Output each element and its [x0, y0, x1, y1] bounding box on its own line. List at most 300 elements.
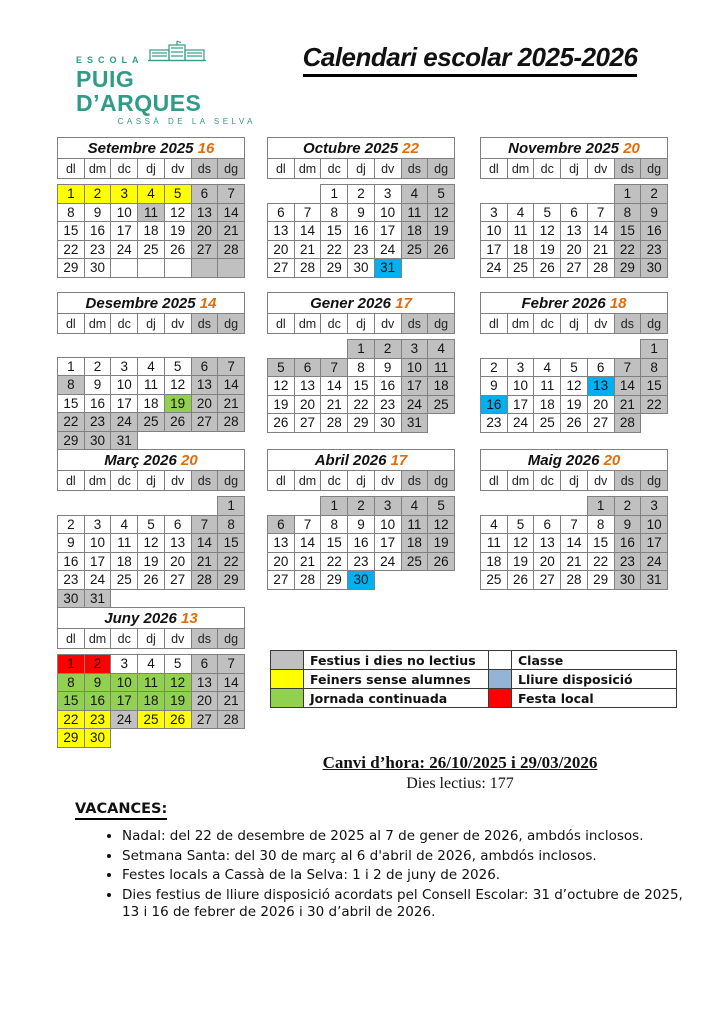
day-cell-classe: 25: [138, 240, 165, 259]
day-header-dm: dm: [507, 314, 534, 334]
day-cell-classe: 22: [587, 552, 614, 571]
day-cell-classe: 29: [587, 571, 614, 590]
day-header-dg: dg: [218, 314, 245, 334]
day-cell-classe: 23: [348, 552, 375, 571]
day-cell-empty: [321, 340, 348, 359]
day-cell-festiu: 11: [401, 515, 428, 534]
day-cell-festiu: 14: [614, 377, 641, 396]
day-cell-festiu: 8: [614, 203, 641, 222]
day-cell-festiu: 31: [401, 414, 428, 433]
day-cell-classe: 6: [561, 203, 588, 222]
day-header-dl: dl: [481, 159, 508, 179]
day-header-dg: dg: [218, 471, 245, 491]
vacances-heading: VACANCES:: [75, 801, 167, 817]
day-header-dv: dv: [587, 159, 614, 179]
day-cell-festiu: 26: [428, 552, 455, 571]
day-cell-festiu: 24: [111, 710, 138, 729]
day-cell-festiu: 21: [218, 222, 245, 241]
day-cell-classe: 11: [481, 534, 508, 553]
legend-label-festiu: Festius i dies no lectius: [304, 651, 489, 670]
legend-table: [270, 650, 677, 708]
day-cell-classe: 23: [481, 414, 508, 433]
day-cell-empty: [614, 340, 641, 359]
day-cell-classe: 20: [268, 552, 295, 571]
day-cell-festiu: 17: [641, 534, 668, 553]
day-cell-festiu: 30: [614, 571, 641, 590]
day-cell-classe: 17: [374, 534, 401, 553]
day-cell-classe: 3: [111, 655, 138, 674]
day-cell-jornada-continuada: 15: [58, 692, 85, 711]
month-lective-count: 17: [390, 451, 408, 469]
day-header-dc: dc: [321, 159, 348, 179]
day-cell-classe: 16: [84, 222, 111, 241]
day-header-dl: dl: [58, 629, 85, 649]
day-cell-classe: 3: [111, 357, 138, 376]
day-cell-festiu: 25: [428, 395, 455, 414]
day-cell-festiu: 26: [428, 240, 455, 259]
day-cell-festiu: 27: [191, 413, 218, 432]
day-cell-classe: 17: [481, 240, 508, 259]
day-cell-classe: 27: [534, 571, 561, 590]
day-cell-festiu: 25: [401, 240, 428, 259]
day-header-dv: dv: [164, 314, 191, 334]
day-cell-jornada-continuada: 18: [138, 692, 165, 711]
day-header-dl: dl: [58, 314, 85, 334]
day-cell-festiu: 18: [401, 222, 428, 241]
day-cell-festiu: 5: [428, 497, 455, 516]
day-cell-classe: 2: [84, 357, 111, 376]
day-cell-festiu: 28: [218, 413, 245, 432]
month-lective-count: 22: [402, 139, 419, 157]
day-cell-classe: 19: [164, 222, 191, 241]
day-cell-classe: 25: [111, 571, 138, 590]
day-cell-empty: [294, 497, 321, 516]
day-cell-festiu: 29: [614, 259, 641, 278]
logo-place-text: CASSÀ DE LA SELVA: [117, 117, 256, 127]
day-header-dv: dv: [587, 314, 614, 334]
day-cell-festiu: 27: [191, 710, 218, 729]
day-cell-empty: [268, 185, 295, 204]
day-cell-classe: 9: [84, 376, 111, 395]
day-header-dg: dg: [428, 471, 455, 491]
month-maig-2026: [480, 449, 668, 590]
day-cell-empty: [481, 497, 508, 516]
day-cell-classe: 17: [111, 222, 138, 241]
day-cell-festiu: 9: [641, 203, 668, 222]
day-cell-festiu: 25: [138, 413, 165, 432]
day-cell-classe: 7: [294, 515, 321, 534]
day-cell-classe: 6: [164, 515, 191, 534]
day-cell-festiu: 7: [218, 185, 245, 204]
day-cell-classe: 23: [348, 240, 375, 259]
day-cell-festiu: 8: [641, 358, 668, 377]
day-cell-festiu: 6: [191, 185, 218, 204]
day-cell-classe: 19: [561, 395, 588, 414]
day-cell-feiner-sense-alumnes: 1: [58, 185, 85, 204]
day-cell-festiu: 28: [218, 710, 245, 729]
day-cell-empty: [111, 729, 138, 748]
day-cell-lliure-disposicio: 16: [481, 395, 508, 414]
day-cell-festiu: 31: [111, 431, 138, 450]
day-cell-festiu: 19: [428, 534, 455, 553]
day-cell-feiner-sense-alumnes: 30: [84, 729, 111, 748]
day-header-dm: dm: [84, 629, 111, 649]
day-cell-classe: 5: [164, 357, 191, 376]
day-cell-classe: 28: [587, 259, 614, 278]
day-cell-classe: 18: [138, 394, 165, 413]
month-lective-count: 16: [197, 139, 215, 157]
day-header-dc: dc: [111, 159, 138, 179]
day-cell-empty: [164, 339, 191, 357]
day-cell-classe: 18: [507, 240, 534, 259]
day-cell-classe: 23: [374, 395, 401, 414]
day-cell-festiu: 21: [218, 394, 245, 413]
day-cell-classe: 22: [58, 240, 85, 259]
day-header-dl: dl: [58, 159, 85, 179]
day-cell-classe: 12: [561, 377, 588, 396]
day-cell-empty: [507, 497, 534, 516]
month-title: Setembre 2025 16: [58, 138, 245, 159]
day-cell-empty: [561, 340, 588, 359]
day-cell-classe: 29: [321, 259, 348, 278]
legend-label-classe: Classe: [512, 651, 677, 670]
dies-lectius-line: Dies lectius: 177: [406, 775, 514, 792]
legend-row: [271, 651, 677, 670]
day-cell-festiu: 23: [84, 413, 111, 432]
day-cell-empty: [218, 339, 245, 357]
day-cell-festiu: 12: [428, 203, 455, 222]
day-cell-classe: 17: [374, 222, 401, 241]
day-cell-classe: 13: [534, 534, 561, 553]
day-header-dv: dv: [164, 159, 191, 179]
day-cell-festiu: 1: [641, 340, 668, 359]
month-lective-count: 20: [181, 451, 198, 469]
document-title: Calendari escolar 2025-2026: [268, 42, 672, 77]
day-cell-classe: 12: [268, 377, 295, 396]
day-cell-classe: 12: [164, 203, 191, 222]
day-cell-classe: 9: [481, 377, 508, 396]
day-cell-classe: 6: [587, 358, 614, 377]
day-cell-jornada-continuada: 19: [164, 394, 191, 413]
legend-label-lliure: Lliure disposició: [512, 670, 677, 689]
day-cell-festiu: 1: [321, 497, 348, 516]
day-cell-classe: 22: [321, 240, 348, 259]
day-cell-festiu: 28: [218, 240, 245, 259]
day-cell-festiu: 29: [218, 571, 245, 590]
day-cell-classe: 17: [84, 552, 111, 571]
day-cell-festiu: 20: [191, 692, 218, 711]
day-header-ds: ds: [614, 159, 641, 179]
day-cell-classe: 30: [374, 414, 401, 433]
day-cell-empty: [507, 340, 534, 359]
day-cell-empty: [164, 589, 191, 608]
day-cell-classe: 2: [481, 358, 508, 377]
day-cell-festiu: 3: [374, 497, 401, 516]
day-cell-classe: 13: [268, 222, 295, 241]
day-cell-classe: 19: [138, 552, 165, 571]
day-cell-classe: 5: [507, 515, 534, 534]
day-cell-festiu: 13: [191, 203, 218, 222]
day-cell-classe: 19: [507, 552, 534, 571]
day-header-dc: dc: [534, 471, 561, 491]
day-cell-classe: 11: [138, 376, 165, 395]
day-cell-classe: 3: [481, 203, 508, 222]
day-cell-festiu: 15: [641, 377, 668, 396]
day-cell-classe: 9: [348, 515, 375, 534]
day-cell-festiu: 24: [401, 395, 428, 414]
day-header-dm: dm: [84, 471, 111, 491]
school-building-icon: [148, 40, 206, 67]
day-cell-empty: [534, 340, 561, 359]
day-header-ds: ds: [401, 471, 428, 491]
day-cell-classe: 27: [294, 414, 321, 433]
day-cell-festiu: 21: [614, 395, 641, 414]
day-cell-lliure-disposicio: 30: [348, 571, 375, 590]
day-cell-festiu: 7: [614, 358, 641, 377]
day-cell-festiu: 27: [191, 240, 218, 259]
day-header-ds: ds: [191, 159, 218, 179]
legend-swatch-festa: [489, 689, 512, 708]
legend-swatch-jornada: [271, 689, 304, 708]
day-cell-classe: 28: [321, 414, 348, 433]
day-cell-festiu: 30: [641, 259, 668, 278]
month-febrer-2026: [480, 292, 668, 433]
month-title: Octubre 2025 22: [268, 138, 455, 159]
day-cell-classe: 24: [507, 414, 534, 433]
canvi-hora-line: Canvi d’hora: 26/10/2025 i 29/03/2026: [322, 753, 598, 772]
day-cell-classe: 10: [374, 515, 401, 534]
day-cell-classe: 25: [481, 571, 508, 590]
day-cell-classe: 23: [58, 571, 85, 590]
day-header-dj: dj: [348, 471, 375, 491]
day-cell-classe: 11: [111, 534, 138, 553]
day-header-dm: dm: [84, 159, 111, 179]
day-cell-classe: 18: [481, 552, 508, 571]
day-cell-empty: [481, 185, 508, 204]
day-header-dg: dg: [218, 159, 245, 179]
legend-label-festa: Festa local: [512, 689, 677, 708]
day-cell-classe: 26: [534, 259, 561, 278]
month-title: Maig 2026 20: [481, 450, 668, 471]
day-header-ds: ds: [191, 471, 218, 491]
day-cell-classe: 3: [374, 185, 401, 204]
day-header-dj: dj: [561, 471, 588, 491]
day-cell-classe: 10: [481, 222, 508, 241]
day-cell-classe: 15: [58, 222, 85, 241]
day-cell-festiu: 15: [218, 534, 245, 553]
day-cell-classe: 27: [561, 259, 588, 278]
month-abril-2026: [267, 449, 455, 590]
day-cell-classe: 20: [164, 552, 191, 571]
day-cell-classe: 25: [507, 259, 534, 278]
day-cell-classe: [111, 259, 138, 278]
day-cell-empty: [138, 589, 165, 608]
day-cell-classe: 21: [294, 240, 321, 259]
day-cell-classe: 6: [534, 515, 561, 534]
day-cell-classe: 26: [507, 571, 534, 590]
day-header-dc: dc: [111, 471, 138, 491]
day-cell-festiu: 10: [401, 358, 428, 377]
month-octubre-2025: [267, 137, 455, 278]
day-cell-empty: [191, 729, 218, 748]
day-cell-classe: 15: [348, 377, 375, 396]
day-cell-festiu: 8: [218, 515, 245, 534]
day-cell-empty: [191, 339, 218, 357]
day-cell-classe: 9: [374, 358, 401, 377]
day-cell-classe: 12: [507, 534, 534, 553]
day-cell-classe: 26: [561, 414, 588, 433]
day-cell-empty: [294, 340, 321, 359]
day-cell-classe: 26: [164, 240, 191, 259]
day-cell-classe: 8: [587, 515, 614, 534]
day-cell-classe: 10: [111, 203, 138, 222]
day-cell-classe: 24: [374, 240, 401, 259]
day-header-dg: dg: [641, 159, 668, 179]
day-cell-festiu: 22: [58, 413, 85, 432]
day-cell-empty: [428, 414, 455, 433]
day-cell-classe: 28: [561, 571, 588, 590]
day-cell-festiu: [191, 259, 218, 278]
day-header-dg: dg: [428, 159, 455, 179]
day-cell-classe: 14: [321, 377, 348, 396]
day-cell-festiu: 10: [641, 515, 668, 534]
day-cell-festiu: 1: [614, 185, 641, 204]
day-cell-festiu: 30: [84, 431, 111, 450]
day-header-dm: dm: [294, 471, 321, 491]
day-cell-classe: 2: [348, 185, 375, 204]
day-header-ds: ds: [401, 314, 428, 334]
day-cell-feiner-sense-alumnes: 29: [58, 729, 85, 748]
day-cell-empty: [84, 497, 111, 516]
day-header-dl: dl: [481, 471, 508, 491]
day-cell-empty: [138, 339, 165, 357]
month-lective-count: 17: [395, 294, 412, 312]
day-header-dc: dc: [534, 159, 561, 179]
month-title: Novembre 2025 20: [481, 138, 668, 159]
day-cell-empty: [561, 497, 588, 516]
day-cell-classe: 8: [321, 515, 348, 534]
day-cell-classe: 3: [84, 515, 111, 534]
vacances-item: • Nadal: del 22 de desembre de 2025 al 7 de gener de 2026, ambdós inclosos.: [122, 828, 704, 846]
day-header-dl: dl: [268, 159, 295, 179]
day-cell-festiu: 20: [191, 222, 218, 241]
day-cell-empty: [561, 185, 588, 204]
day-cell-festiu: [218, 259, 245, 278]
day-cell-classe: 5: [561, 358, 588, 377]
day-cell-festiu: 5: [428, 185, 455, 204]
day-header-dc: dc: [321, 314, 348, 334]
day-cell-empty: [58, 497, 85, 516]
day-cell-classe: 27: [268, 571, 295, 590]
day-cell-jornada-continuada: 12: [164, 673, 191, 692]
day-cell-festiu: 22: [641, 395, 668, 414]
day-cell-classe: 12: [534, 222, 561, 241]
day-cell-classe: 20: [294, 395, 321, 414]
day-cell-festiu: 2: [348, 497, 375, 516]
day-header-dj: dj: [138, 314, 165, 334]
legend-swatch-lliure: [489, 670, 512, 689]
day-cell-classe: 10: [507, 377, 534, 396]
day-cell-classe: 4: [111, 515, 138, 534]
day-header-dv: dv: [374, 159, 401, 179]
day-cell-lliure-disposicio: 31: [374, 259, 401, 278]
day-cell-classe: 14: [561, 534, 588, 553]
day-header-dv: dv: [374, 471, 401, 491]
day-cell-jornada-continuada: 17: [111, 692, 138, 711]
day-cell-festiu: 13: [191, 673, 218, 692]
day-cell-festiu: 14: [191, 534, 218, 553]
day-cell-classe: 28: [294, 259, 321, 278]
day-cell-classe: 29: [321, 571, 348, 590]
vacances-item: • Dies festius de lliure disposició acordats pel Consell Escolar: 31 d’octubre de 2025, 13 i 16 de febrer de 2026 i 30 d’abril de 2026.: [122, 887, 704, 922]
day-header-dj: dj: [138, 471, 165, 491]
day-cell-classe: 30: [84, 259, 111, 278]
day-header-dj: dj: [138, 629, 165, 649]
day-cell-feiner-sense-alumnes: 3: [111, 185, 138, 204]
day-cell-feiner-sense-alumnes: 25: [138, 710, 165, 729]
legend-label-jornada: Jornada continuada: [304, 689, 489, 708]
day-cell-empty: [164, 497, 191, 516]
day-cell-empty: [534, 497, 561, 516]
day-cell-classe: 24: [84, 571, 111, 590]
day-cell-classe: 21: [587, 240, 614, 259]
day-cell-festiu: 1: [218, 497, 245, 516]
day-cell-classe: 20: [534, 552, 561, 571]
month-title: Desembre 2025 14: [58, 293, 245, 314]
day-header-dm: dm: [294, 159, 321, 179]
day-cell-classe: [138, 259, 165, 278]
day-cell-classe: [164, 259, 191, 278]
day-cell-festiu: 4: [428, 340, 455, 359]
day-cell-festiu: 13: [191, 376, 218, 395]
day-cell-festiu: 11: [428, 358, 455, 377]
day-cell-festiu: 14: [218, 673, 245, 692]
day-cell-festiu: 25: [401, 552, 428, 571]
day-cell-jornada-continuada: 19: [164, 692, 191, 711]
month-title: Abril 2026 17: [268, 450, 455, 471]
day-cell-classe: 11: [507, 222, 534, 241]
day-cell-classe: 14: [294, 534, 321, 553]
day-cell-classe: 8: [348, 358, 375, 377]
day-cell-classe: 2: [58, 515, 85, 534]
school-logo: [76, 40, 256, 126]
day-cell-classe: 16: [374, 377, 401, 396]
day-header-dg: dg: [218, 629, 245, 649]
day-cell-classe: 14: [587, 222, 614, 241]
day-header-dm: dm: [507, 159, 534, 179]
day-cell-empty: [138, 497, 165, 516]
logo-school-name: PUIG D’ARQUES: [76, 66, 202, 117]
day-cell-classe: 7: [587, 203, 614, 222]
day-cell-classe: 13: [561, 222, 588, 241]
day-cell-festiu: 14: [218, 376, 245, 395]
day-cell-festiu: 14: [218, 203, 245, 222]
day-cell-classe: 15: [321, 222, 348, 241]
day-cell-festiu: 3: [641, 497, 668, 516]
day-cell-festiu: 30: [58, 589, 85, 608]
legend-row: [271, 689, 677, 708]
day-cell-classe: 26: [138, 571, 165, 590]
month-lective-count: 14: [199, 294, 217, 312]
day-cell-feiner-sense-alumnes: 2: [84, 185, 111, 204]
day-cell-festiu: 3: [401, 340, 428, 359]
month-lective-count: 20: [603, 451, 621, 469]
day-cell-festiu: 7: [218, 357, 245, 376]
month-lective-count: 20: [623, 139, 640, 157]
day-cell-festiu: 23: [614, 552, 641, 571]
day-cell-classe: 1: [321, 185, 348, 204]
day-cell-empty: [268, 497, 295, 516]
